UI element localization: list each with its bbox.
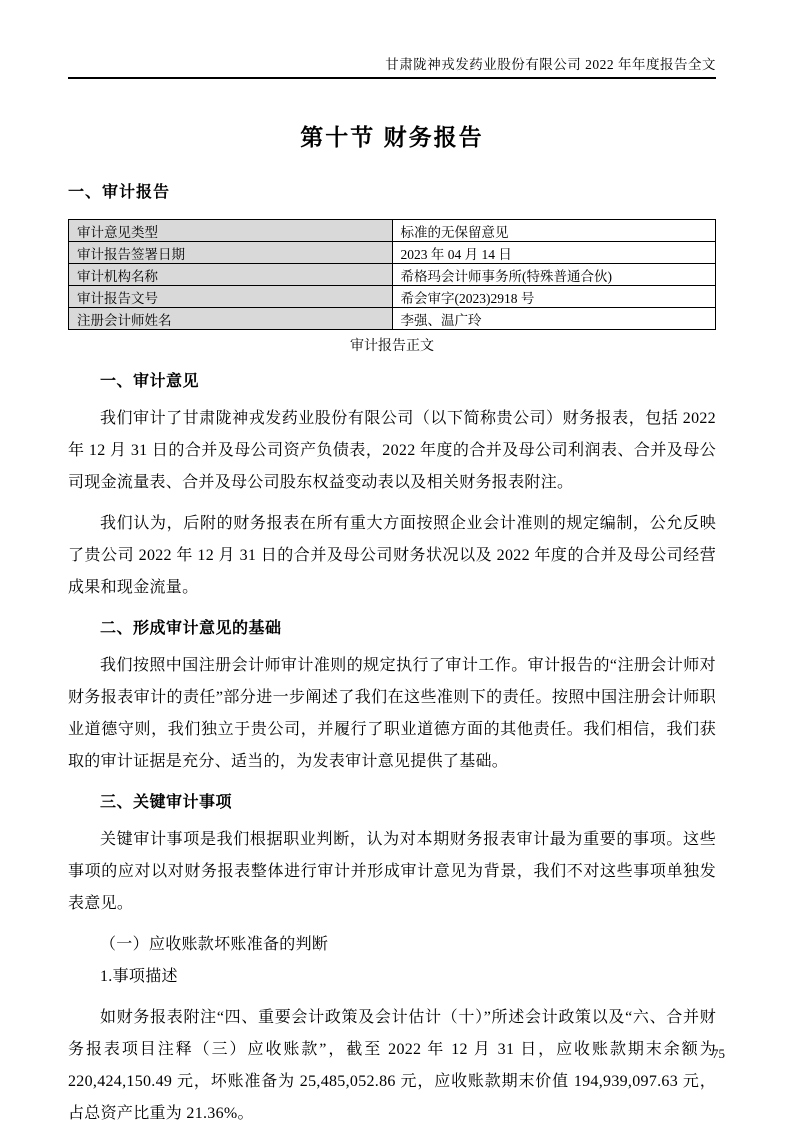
table-label: 审计意见类型 xyxy=(69,220,393,242)
table-value: 希会审字(2023)2918 号 xyxy=(392,286,716,308)
paragraph-audit-opinion-2: 我们认为，后附的财务报表在所有重大方面按照企业会计准则的规定编制，公允反映了贵公司 2022 年 12 月 31 日的合并及母公司财务状况以及 2022 年度的合并及母公司经营成果和现金流量。 xyxy=(68,515,716,596)
subitem-matter-description: 1.事项描述 xyxy=(100,968,178,985)
paragraph-receivables-detail: 如财务报表附注“四、重要会计政策及会计估计（十）”所述会计政策以及“六、合并财务报表项目注释（三）应收账款”，截至 2022 年 12 月 31 日，应收账款期末余额为 220,424,150.49 元，坏账准备为 25,485,052.86 元，应收账款期末价值 194,939,097.63 元，占总资产比重为 21.36%。 xyxy=(68,1009,716,1122)
doc-title: 第十节 财务报告 xyxy=(300,124,484,150)
page-number: 75 xyxy=(712,1046,725,1061)
table-row xyxy=(69,308,716,330)
table-value: 2023 年 04 月 14 日 xyxy=(392,242,716,264)
header-title: 甘肃陇神戎发药业股份有限公司 2022 年年度报告全文 xyxy=(385,57,716,72)
heading-audit-opinion: 一、审计意见 xyxy=(100,373,200,390)
heading-basis-for-opinion: 二、形成审计意见的基础 xyxy=(100,620,282,637)
table-row xyxy=(69,220,716,242)
table-value: 李强、温广玲 xyxy=(392,308,716,330)
heading-key-audit-matters: 三、关键审计事项 xyxy=(100,794,233,811)
section-audit-report-heading: 一、审计报告 xyxy=(68,184,171,201)
table-row xyxy=(69,286,716,308)
subitem-bad-debt-judgement: （一）应收账款坏账准备的判断 xyxy=(100,936,329,953)
page-header xyxy=(68,0,716,79)
table-label: 审计报告签署日期 xyxy=(69,242,393,264)
table-row xyxy=(69,264,716,286)
paragraph-audit-opinion-1: 我们审计了甘肃陇神戎发药业股份有限公司（以下简称贵公司）财务报表，包括 2022 年 12 月 31 日的合并及母公司资产负债表，2022 年度的合并及母公司利润表、合并及母公司现金流量表、合并及母公司股东权益变动表以及相关财务报表附注。 xyxy=(68,410,716,491)
table-label: 审计报告文号 xyxy=(69,286,393,308)
table-value: 希格玛会计师事务所(特殊普通合伙) xyxy=(392,264,716,286)
audit-report-body-caption: 审计报告正文 xyxy=(350,339,434,354)
table-label: 审计机构名称 xyxy=(69,264,393,286)
paragraph-key-audit-matters: 关键审计事项是我们根据职业判断，认为对本期财务报表审计最为重要的事项。这些事项的应对以对财务报表整体进行审计并形成审计意见为背景，我们不对这些事项单独发表意见。 xyxy=(68,831,716,912)
table-value: 标准的无保留意见 xyxy=(392,220,716,242)
table-row xyxy=(69,242,716,264)
paragraph-basis-for-opinion: 我们按照中国注册会计师审计准则的规定执行了审计工作。审计报告的“注册会计师对财务报表审计的责任”部分进一步阐述了我们在这些准则下的责任。按照中国注册会计师职业道德守则，我们独立于贵公司，并履行了职业道德方面的其他责任。我们相信，我们获取的审计证据是充分、适当的，为发表审计意见提供了基础。 xyxy=(68,657,716,770)
audit-summary-table xyxy=(68,219,716,330)
table-label: 注册会计师姓名 xyxy=(69,308,393,330)
